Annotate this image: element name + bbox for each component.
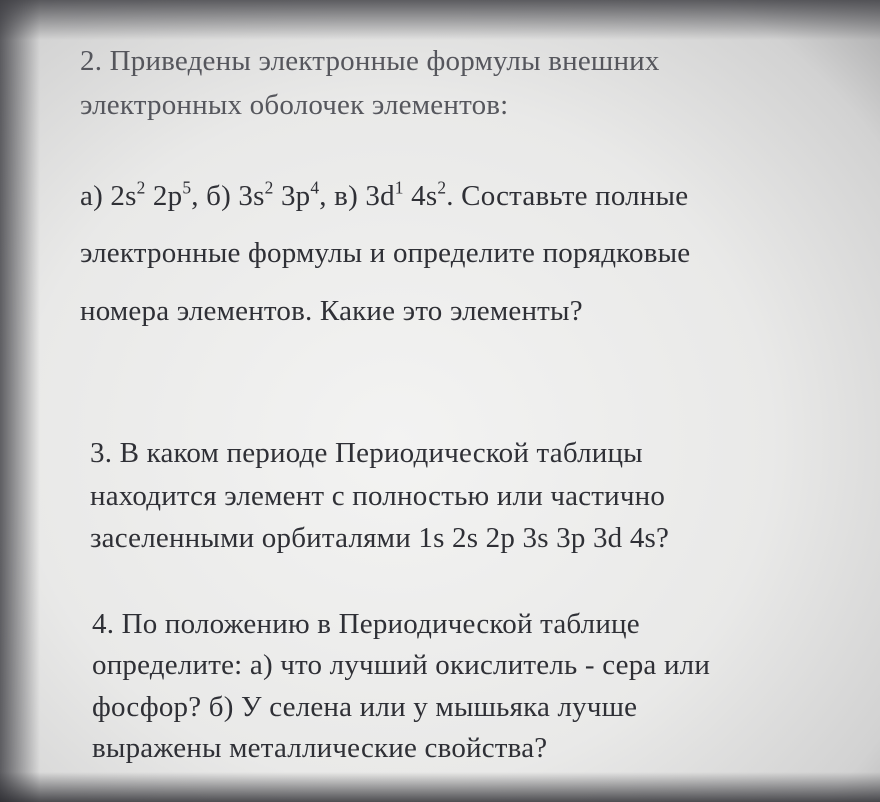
question-3 — [90, 432, 669, 560]
formula-a-exponent-2: 5 — [182, 177, 192, 198]
question-4-line-2: определите: а) что лучший окислитель - сера или — [92, 649, 711, 682]
question-2-line-4: номера элементов. Какие это элементы? — [80, 294, 583, 327]
question-2-line-3: электронные формулы и определите порядковые — [80, 237, 691, 270]
formula-c-mid: 4s — [403, 180, 438, 212]
formula-c-exponent-2: 2 — [437, 177, 447, 198]
formula-a-prefix: а) 2s — [80, 180, 137, 212]
page-edge-shadow-bottom — [0, 772, 880, 802]
formula-c-exponent-1: 1 — [394, 177, 404, 198]
formula-b-exponent-1: 2 — [264, 177, 274, 198]
question-3-line-2: находится элемент с полностью или частично — [90, 479, 666, 512]
question-3-line-3: заселенными орбиталями 1s 2s 2p 3s 3p 3d 4s? — [90, 522, 670, 555]
page-edge-shadow-left — [0, 0, 40, 802]
formula-b-mid: 3p — [273, 180, 311, 212]
question-2-body — [80, 168, 690, 340]
question-4-line-1: 4. По положению в Периодической таблице — [92, 608, 640, 640]
formula-a-exponent-1: 2 — [136, 177, 146, 198]
formula-a-mid: 2p — [145, 180, 183, 212]
page-edge-shadow-top — [0, 0, 880, 40]
question-2-heading — [80, 40, 660, 127]
formula-b-exponent-2: 4 — [310, 177, 320, 198]
question-2-heading-line-2: электронных оболочек элементов: — [80, 88, 509, 121]
formula-tail: . Составьте полные — [446, 180, 689, 212]
question-4-line-3: фосфор? б) У селена или у мышьяка лучше — [92, 690, 638, 723]
question-4-line-4: выражены металлические свойства? — [92, 732, 548, 765]
question-3-line-1: 3. В каком периоде Периодической таблицы — [90, 437, 643, 469]
formula-b-prefix: , б) 3s — [191, 180, 265, 212]
question-2-heading-line-1: 2. Приведены электронные формулы внешних — [80, 45, 660, 77]
question-4 — [92, 604, 710, 770]
question-2-formula-line — [80, 168, 690, 225]
formula-c-prefix: , в) 3d — [319, 180, 395, 212]
